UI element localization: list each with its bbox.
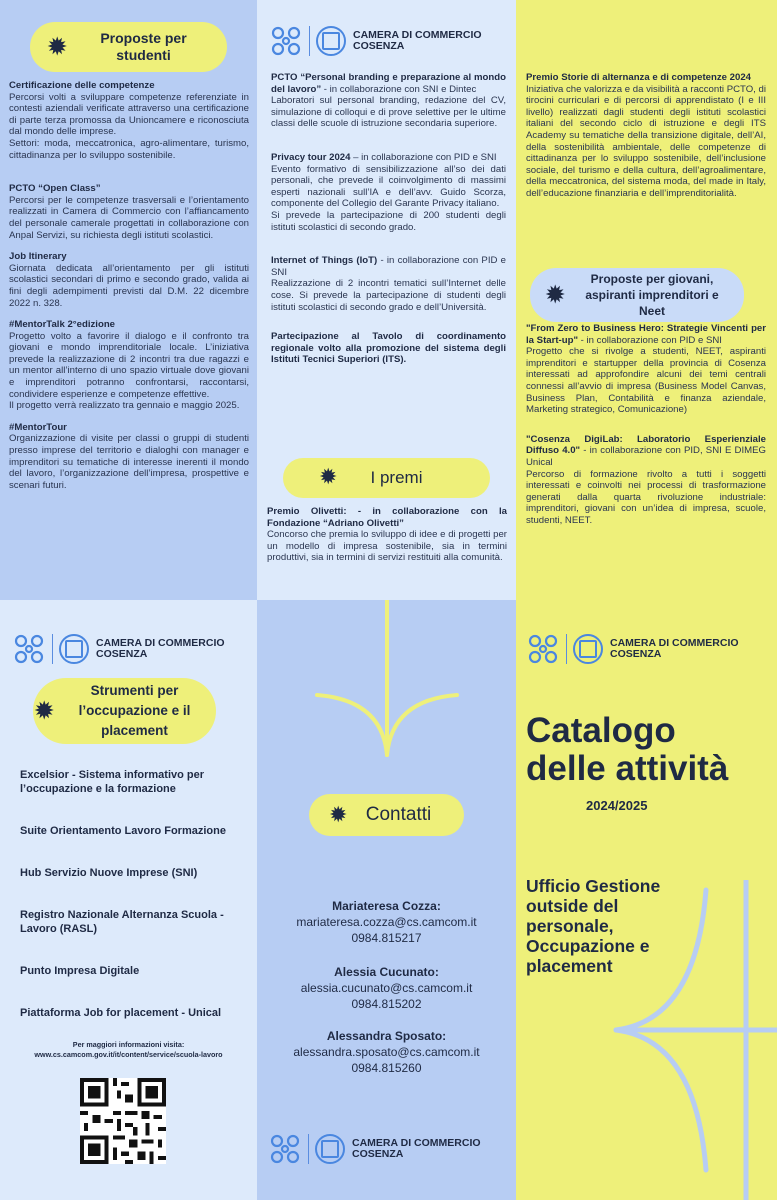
pill-premi xyxy=(283,458,490,498)
item-title: PCTO “Personal branding e preparazione al mondo del lavoro” xyxy=(271,72,506,95)
item-title: #MentorTour xyxy=(9,421,67,433)
logo-name: CAMERA DI COMMERCIO COSENZA xyxy=(610,637,739,660)
list-item xyxy=(9,80,249,161)
pill-label: I premi xyxy=(370,468,423,487)
cover-year: 2024/2025 xyxy=(586,798,648,813)
item-title: Partecipazione al Tavolo di coordinamento regionale volto alla promozione del sistema degli Istituti Tecnici Superiori (ITS). xyxy=(271,331,506,366)
premio-olivetti xyxy=(267,506,507,574)
item-collab: - in collaborazione con PID, SNI E DIMEG Unical xyxy=(526,445,766,468)
badge-star-icon: ✹ xyxy=(329,802,348,827)
item-body: Progetto volto a favorire il dialogo e il confronto tra giovani e mondo imprenditoriale locale. L’iniziativa prevede la realizzazione di 2 incontri tra due ragazzi e un mentor all’interno di uno spazio virtuale dove giovani e imprenditori potranno confrontarsi, raccontarsi, condividere esperienze e competenze effettive. xyxy=(9,330,249,400)
item-title: "Cosenza DigiLab: Laboratorio Esperienziale Diffuso 4.0" xyxy=(526,433,766,457)
panel-cover xyxy=(516,600,777,1200)
item-title: #MentorTalk 2°edizione xyxy=(9,319,116,331)
list-item xyxy=(271,152,506,233)
item-collab: - in collaborazione con SNI e Dintec xyxy=(321,83,477,95)
title-line: delle attività xyxy=(526,749,729,788)
pill-label: Strumenti per l’occupazione e il placement xyxy=(78,683,191,738)
ornament-icon xyxy=(269,24,303,58)
studenti-list xyxy=(9,80,249,501)
logo-name: CAMERA DI COMMERCIO COSENZA xyxy=(353,29,482,52)
contact-email[interactable]: alessia.cucunato@cs.camcom.it xyxy=(300,981,473,995)
seal-icon xyxy=(59,634,89,664)
item-title: Premio Storie di alternanza e di competenze 2024 xyxy=(526,72,751,83)
tool-excelsior[interactable]: Excelsior - Sistema informativo per l’occupazione e la formazione xyxy=(20,769,205,795)
contact-name: Alessia Cucunato: xyxy=(334,965,439,979)
panel-strumenti xyxy=(0,600,257,1200)
pill-strumenti xyxy=(33,678,216,744)
logo-name: CAMERA DI COMMERCIO COSENZA xyxy=(352,1137,481,1160)
item-body: Evento formativo di sensibilizzazione all’so dei dati personali, che prevede il coinvolgimento di massimi esperti nazionali sull’IA e dell’avv. Guido Scorza, componente del Collegio del Garante Privacy italiano. xyxy=(271,163,506,210)
contact-email[interactable]: mariateresa.cozza@cs.camcom.it xyxy=(296,915,477,929)
camera-commercio-logo xyxy=(268,1132,481,1166)
item-body: Progetto che si rivolge a studenti, NEET, aspiranti imprenditori e startupper della provincia di Cosenza interessati ad approfondire alcuni dei temi centrali connessi all’avvio di impresa (Business Model Canvas, Business Plan, Contabilità e finanza aziendale, Marketing strategico, Comunicazione) xyxy=(526,346,766,416)
tool-job-placement-unical[interactable]: Piattaforma Job for placement - Unical xyxy=(20,1007,222,1019)
tool-punto-impresa-digitale[interactable]: Punto Impresa Digitale xyxy=(20,965,140,977)
logo-divider xyxy=(309,26,310,56)
premio-storie xyxy=(526,72,766,210)
item-title: Job Itinerary xyxy=(9,251,67,263)
seal-icon xyxy=(573,634,603,664)
item-body: Concorso che premia lo sviluppo di idee e di progetti per un modello di impresa sostenibile, sia in termini produttivi, sia in termini di servizi restituiti alla comunità. xyxy=(267,529,507,564)
pill-proposte-giovani xyxy=(530,268,744,322)
item-body: Laboratori sul personal branding, redazione del CV, simulazione di colloqui e di prove selettive per le ultime classi delle scuole di istruzione secondaria superiore. xyxy=(271,95,506,130)
title-line: Catalogo xyxy=(526,711,676,750)
item-title: Certificazione delle competenze xyxy=(9,80,155,91)
logo-divider xyxy=(566,634,567,664)
tool-rasl[interactable]: Registro Nazionale Alternanza Scuola - Lavoro (RASL) xyxy=(20,909,224,935)
seal-icon xyxy=(316,26,346,56)
camera-commercio-logo xyxy=(526,632,739,666)
item-title: Internet of Things (IoT) xyxy=(271,255,378,267)
down-arrow-icon xyxy=(287,600,487,770)
item-body: Percorsi per le competenze trasversali e l’orientamento realizzati in Camera di Commercio con l’affiancamento del personale camerale progettati in collaborazione con Anpal Servizi, su richiesta degli istituti scolastici. xyxy=(9,194,249,241)
office-name: Ufficio Gestione outside del personale, Occupazione e placement xyxy=(526,876,661,976)
pill-proposte-studenti xyxy=(30,22,227,72)
info-block xyxy=(0,1040,257,1060)
ornament-icon xyxy=(12,632,46,666)
list-item xyxy=(526,434,766,527)
item-body: Percorso di formazione rivolto a tutti i soggetti interessati e coinvolti nei processi di trasformazione generati dalla quarta rivoluzione industriale: imprenditori, giovani con un’idea di impresa, scuole, studenti, NEET. xyxy=(526,468,766,526)
item-body: Percorsi volti a sviluppare competenze referenziate in contesti aziendali verificate attraverso una certificazione di parte terza promossa da Unioncamere e riconosciuta dal mondo delle imprese. xyxy=(9,91,249,138)
list-item xyxy=(9,319,249,412)
contact-name: Alessandra Sposato: xyxy=(326,1029,447,1043)
item-body: Giornata dedicata all’orientamento per gli istituti scolastici secondari di primo e secondo grado, valida ai fini degli adempimenti previsti dal D.M. 22 dicembre 2022 n. 328. xyxy=(9,262,249,309)
item-title: Privacy tour 2024 xyxy=(271,151,351,163)
list-item xyxy=(271,255,506,313)
ornament-icon xyxy=(526,632,560,666)
list-item xyxy=(526,72,766,200)
contact-email[interactable]: alessandra.sposato@cs.camcom.it xyxy=(293,1045,480,1059)
list-item xyxy=(9,422,249,492)
item-body: Iniziativa che valorizza e da visibilità a racconti PCTO, di tirocini curriculari e di percorsi di apprendistato (I e III livello) realizzati dagli studenti degli istituti scolastici italiani del secondo ciclo di istruzione e degli ITS Academy su tematiche della transizione digitale, dell’AI, della sostenibilità ambientale, delle competenze di cittadinanza per lo sviluppo sostenibile, dell’inclusione sociale, del turismo e della cultura, dell’agroalimentare, della meccatronica, del sistema moda, del made in Italy, dell’educazione finanziaria e dell’imprenditorialità. xyxy=(526,83,766,199)
item-title: PCTO “Open Class” xyxy=(9,183,101,195)
logo-divider xyxy=(52,634,53,664)
item-collab: - in collaborazione con PID e SNI xyxy=(271,255,507,278)
cover-title xyxy=(526,712,728,788)
logo-divider xyxy=(308,1134,309,1164)
contact-phone[interactable]: 0984.815217 xyxy=(351,931,422,945)
panel-proposte-studenti xyxy=(0,0,257,600)
list-item xyxy=(267,506,507,564)
item-extra: Si prevede la partecipazione di 200 studenti degli istituti scolastici di secondo grado. xyxy=(271,209,506,233)
item-title: Premio Olivetti: - in collaborazione con la Fondazione “Adriano Olivetti” xyxy=(267,506,507,529)
logo-name: CAMERA DI COMMERCIO COSENZA xyxy=(96,637,225,660)
item-body: Organizzazione di visite per classi o gruppi di studenti presso imprese del territorio e dialoghi con manager e imprenditori su tematiche di interesse inerenti il mondo del lavoro, l’organizzazione dell’impresa, prospettive e scenari futuri. xyxy=(9,433,249,491)
item-extra: Settori: moda, meccatronica, agro-alimentare, turismo, cittadinanza per lo sviluppo sostenibile. xyxy=(9,137,249,161)
ornament-icon xyxy=(268,1132,302,1166)
camera-commercio-logo xyxy=(12,632,225,666)
tool-hub-sni[interactable]: Hub Servizio Nuove Imprese (SNI) xyxy=(20,867,198,879)
contact-sposato xyxy=(257,1028,516,1076)
panel-premio-storie xyxy=(516,0,777,600)
info-url[interactable]: www.cs.camcom.gov.it/it/content/service/scuola-lavoro xyxy=(34,1050,223,1059)
contact-phone[interactable]: 0984.815202 xyxy=(351,997,422,1011)
list-item xyxy=(271,331,506,366)
list-item xyxy=(9,183,249,241)
item-extra: Il progetto verrà realizzato tra gennaio e maggio 2025. xyxy=(9,400,240,412)
pill-label: Proposte per giovani, aspiranti imprenditori e Neet xyxy=(585,272,719,318)
item-title: "From Zero to Business Hero: Strategie Vincenti per la Start-up" xyxy=(526,323,766,346)
panel-pcto xyxy=(257,0,516,600)
pcto-list xyxy=(271,72,506,376)
badge-star-icon: ✹ xyxy=(48,34,67,59)
contact-phone[interactable]: 0984.815260 xyxy=(351,1061,422,1075)
list-item xyxy=(9,251,249,309)
pill-label: Contatti xyxy=(365,804,432,825)
contact-cozza xyxy=(257,898,516,946)
camera-commercio-logo xyxy=(269,24,482,58)
badge-star-icon: ✹ xyxy=(546,282,565,307)
qr-code[interactable] xyxy=(80,1078,166,1164)
seal-icon xyxy=(315,1134,345,1164)
item-collab: – in collaborazione con PID e SNI xyxy=(350,151,497,163)
giovani-list xyxy=(526,323,766,537)
contact-name: Mariateresa Cozza: xyxy=(332,899,441,913)
pill-label: Proposte per studenti xyxy=(100,30,187,63)
list-item xyxy=(271,72,506,130)
item-body: Realizzazione di 2 incontri tematici sull’Internet delle cose. Si prevede la partecipazione di studenti degli istituti scolastici di secondo grado e dell’Università. xyxy=(271,278,506,313)
badge-star-icon: ✹ xyxy=(35,698,54,723)
info-label: Per maggiori informazioni visita: xyxy=(72,1040,185,1049)
pill-contatti xyxy=(309,794,464,836)
tool-suite-orientamento[interactable]: Suite Orientamento Lavoro Formazione xyxy=(20,825,226,837)
badge-star-icon: ✹ xyxy=(319,464,338,489)
contact-cucunato xyxy=(257,964,516,1012)
list-item xyxy=(526,323,766,416)
item-collab: - in collaborazione con PID e SNI xyxy=(578,334,722,346)
